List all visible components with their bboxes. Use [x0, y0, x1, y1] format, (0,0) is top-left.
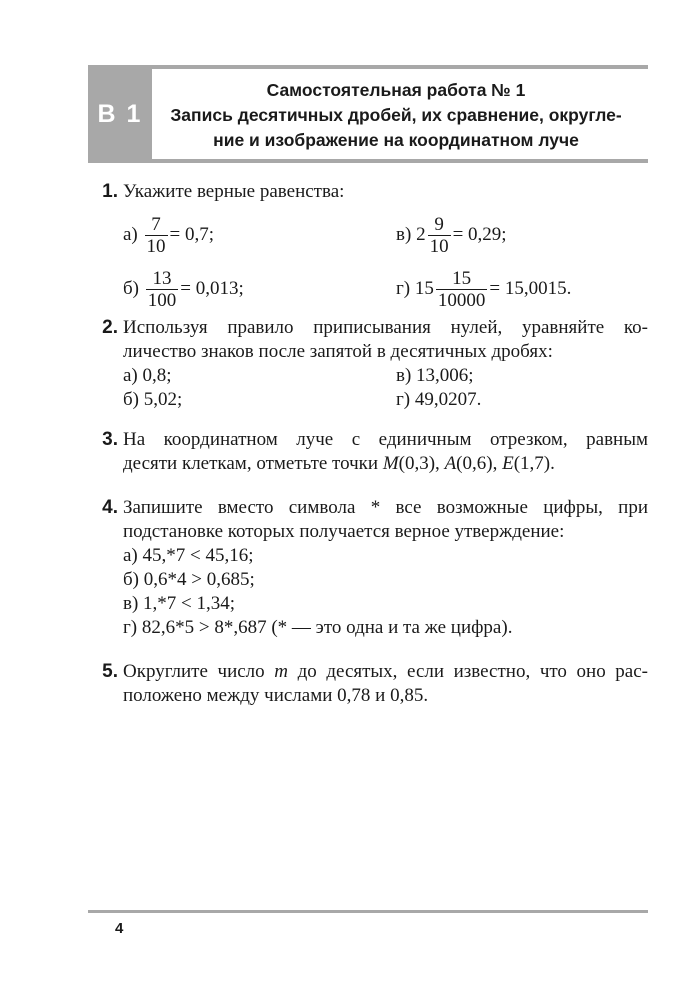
task-3-number: 3.	[102, 429, 118, 450]
page-title	[156, 78, 636, 153]
task-3-line-1: На координатном луче с единичным отрезком, равным	[123, 429, 648, 450]
fraction: $\frac{15}{10000}$	[437, 267, 486, 311]
task-2-line-1: Используя правило приписывания нулей, уравняйте ко-	[123, 317, 648, 338]
point-m: M	[382, 453, 399, 474]
task-1-row-1	[123, 208, 648, 262]
task-5-line-1: Округлите число m до десятых, если известно, что оно рас-	[123, 661, 648, 682]
point-e: E	[502, 453, 514, 474]
fraction: $\frac{13}{100}$	[147, 267, 177, 311]
task-2-number: 2.	[102, 317, 118, 338]
task-2-line-2: личество знаков после запятой в десятичных дробях:	[123, 341, 553, 362]
fraction: $\frac{7}{10}$	[146, 213, 166, 257]
footer-rule	[88, 910, 648, 913]
task-1-item-g: г) 15 $\frac{15}{10000}$ = 15,0015.	[396, 267, 572, 311]
task-2-item-b: б) 5,02;	[123, 389, 183, 410]
task-5-number: 5.	[102, 661, 118, 682]
task-1-text: Укажите верные равенства:	[123, 181, 345, 202]
title-line-3: ние и изображение на координатном луче	[213, 130, 579, 150]
task-4-number: 4.	[102, 497, 118, 518]
task-1-number: 1.	[102, 181, 118, 202]
task-2	[88, 316, 648, 412]
task-4-item-a: а) 45,*7 < 45,16;	[123, 545, 254, 566]
page-number: 4	[115, 920, 124, 937]
task-4-item-b: б) 0,6*4 > 0,685;	[123, 569, 255, 590]
task-1	[88, 180, 648, 316]
task-2-item-v: в) 13,006;	[396, 365, 474, 386]
task-1-item-v: в) 2 $\frac{9}{10}$ = 0,29;	[396, 213, 507, 257]
fraction: $\frac{9}{10}$	[429, 213, 449, 257]
task-2-item-g: г) 49,0207.	[396, 389, 482, 410]
task-4	[88, 496, 648, 640]
header-bottom-rule	[88, 159, 648, 163]
task-3	[88, 428, 648, 476]
task-4-line-1: Запишите вместо символа * все возможные цифры, при	[123, 497, 648, 518]
variant-badge: В 1	[88, 65, 152, 163]
task-4-item-v: в) 1,*7 < 1,34;	[123, 593, 236, 614]
task-4-item-g: г) 82,6*5 > 8*,687 (* — это одна и та же цифра).	[123, 617, 513, 638]
task-5-line-2: положено между числами 0,78 и 0,85.	[123, 685, 429, 706]
header-top-rule	[88, 65, 648, 69]
title-line-2: Запись десятичных дробей, их сравнение, округле-	[170, 105, 622, 125]
point-a: A	[444, 453, 457, 474]
task-3-line-2: десяти клеткам, отметьте точки M(0,3), A(0,6), E(1,7).	[123, 453, 555, 474]
task-1-item-a: а) $\frac{7}{10}$ = 0,7;	[123, 213, 215, 257]
task-5	[88, 660, 648, 708]
variable-m: m	[274, 661, 288, 682]
task-2-item-a: а) 0,8;	[123, 365, 172, 386]
task-4-line-2: подстановке которых получается верное утверждение:	[123, 521, 565, 542]
title-line-1: Самостоятельная работа № 1	[266, 80, 526, 100]
task-1-row-2	[123, 262, 648, 316]
task-1-item-b: б) $\frac{13}{100}$ = 0,013;	[123, 267, 244, 311]
